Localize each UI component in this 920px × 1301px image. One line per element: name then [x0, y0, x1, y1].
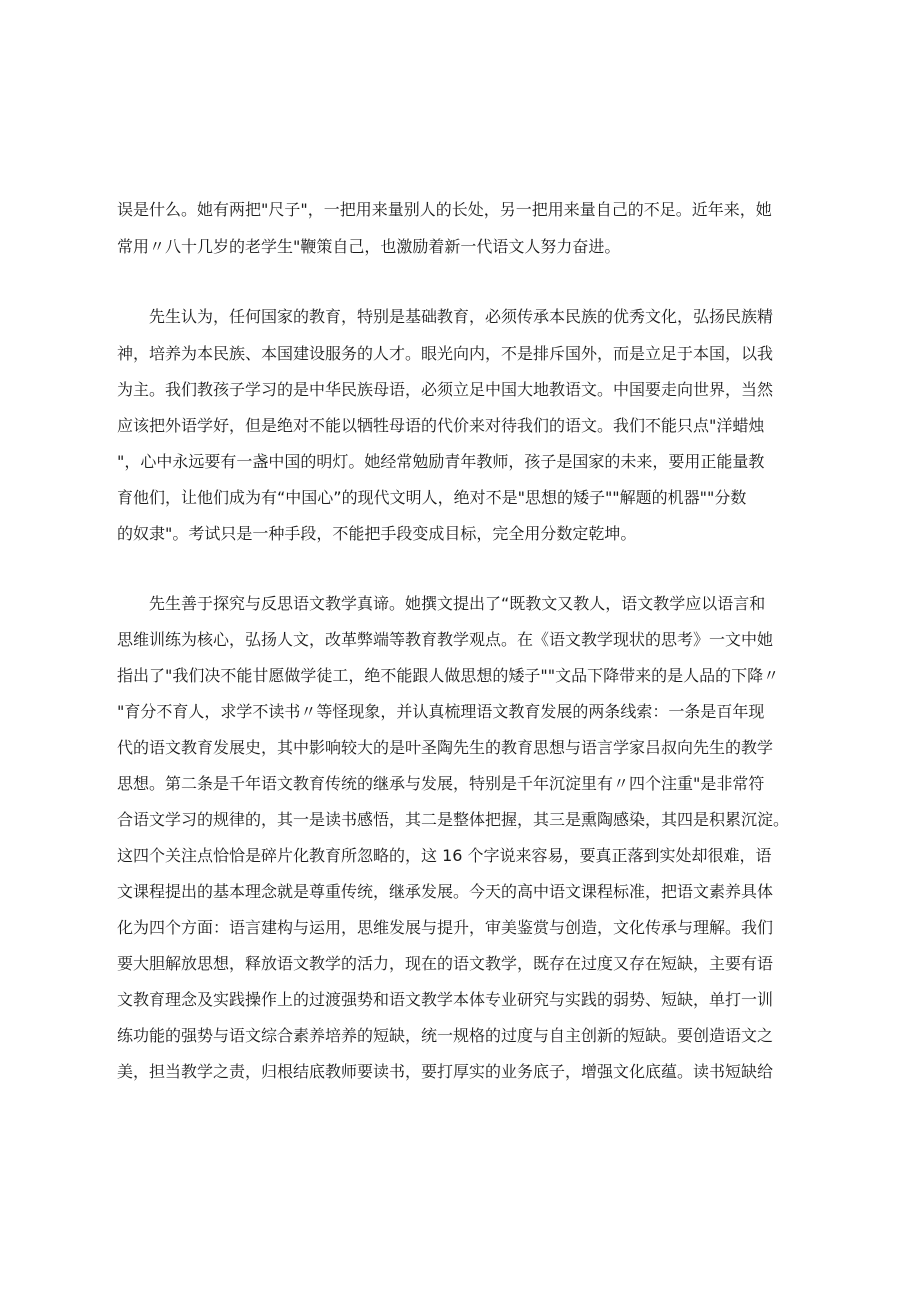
- paragraph-3-line-7: 合语文学习的规律的，其一是读书感悟，其二是整体把握，其三是熏陶感染，其四是积累沉淀。: [117, 810, 790, 829]
- paragraph-3-line-4: "育分不育人，求学不读书〃等怪现象，并认真梳理语文教育发展的两条线索：一条是百年现: [117, 702, 765, 721]
- paragraph-1-line-1: 误是什么。她有两把"尺子"，一把用来量别人的长处，另一把用来量自己的不足。近年来，她: [117, 200, 772, 219]
- paragraph-2-line-3: 为主。我们教孩子学习的是中华民族母语，必须立足中国大地教语文。中国要走向世界，当然: [117, 380, 774, 399]
- paragraph-2-line-6: 育他们，让他们成为有“中国心”的现代文明人，绝对不是"思想的矮子""解题的机器""分数: [117, 488, 747, 507]
- paragraph-2-line-4: 应该把外语学好，但是绝对不能以牺牲母语的代价来对待我们的语文。我们不能只点"洋蜡烛: [117, 416, 765, 435]
- paragraph-3-line-5: 代的语文教育发展史，其中影响较大的是叶圣陶先生的教育思想与语言学家吕叔向先生的教学: [117, 738, 774, 757]
- paragraph-3-line-11: 要大胆解放思想，释放语文教学的活力，现在的语文教学，既存在过度又存在短缺，主要有语: [117, 954, 774, 973]
- paragraph-1-line-2: 常用〃八十几岁的老学生"鞭策自己，也激励着新一代语文人努力奋进。: [117, 237, 621, 256]
- paragraph-3-line-1: 先生善于探究与反思语文教学真谛。她撰文提出了“既教文又教人，语文教学应以语言和: [149, 594, 766, 613]
- paragraph-3-line-2: 思维训练为核心，弘扬人文，改革弊端等教育教学观点。在《语文教学现状的思考》一文中她: [117, 630, 774, 649]
- paragraph-2-line-2: 神，培养为本民族、本国建设服务的人才。眼光向内，不是排斥国外，而是立足于本国，以我: [117, 344, 774, 363]
- paragraph-2-line-1: 先生认为，任何国家的教育，特别是基础教育，必须传承本民族的优秀文化，弘扬民族精: [149, 307, 774, 326]
- paragraph-2-line-5: "，心中永远要有一盏中国的明灯。她经常勉励青年教师，孩子是国家的未来，要用正能量教: [117, 452, 765, 471]
- paragraph-3-line-10: 化为四个方面：语言建构与运用，思维发展与提升，审美鉴赏与创造，文化传承与理解。我们: [117, 918, 774, 937]
- paragraph-2-line-7: 的奴隶"。考试只是一种手段，不能把手段变成目标，完全用分数定乾坤。: [117, 524, 637, 543]
- paragraph-3-line-12: 文教育理念及实践操作上的过渡强势和语文教学本体专业研究与实践的弱势、短缺，单打一训: [117, 990, 774, 1009]
- paragraph-3-line-14: 美，担当教学之责，归根结底教师要读书，要打厚实的业务底子，增强文化底蕴。读书短缺给: [117, 1062, 774, 1081]
- paragraph-3-line-8: 这四个关注点恰恰是碎片化教育所忽略的，这 16 个字说来容易，要真正落到实处却很难，语: [117, 846, 772, 865]
- paragraph-3-line-13: 练功能的强势与语文综合素养培养的短缺，统一规格的过度与自主创新的短缺。要创造语文之: [117, 1026, 774, 1045]
- paragraph-3-line-3: 指出了"我们决不能甘愿做学徒工，绝不能跟人做思想的矮子""文品下降带来的是人品的下降〃: [117, 666, 780, 685]
- paragraph-3-line-9: 文课程提出的基本理念就是尊重传统，继承发展。今天的高中语文课程标准，把语文素养具体: [117, 882, 774, 901]
- paragraph-3-line-6: 思想。第二条是千年语文教育传统的继承与发展，特别是千年沉淀里有〃四个注重"是非常符: [117, 774, 765, 793]
